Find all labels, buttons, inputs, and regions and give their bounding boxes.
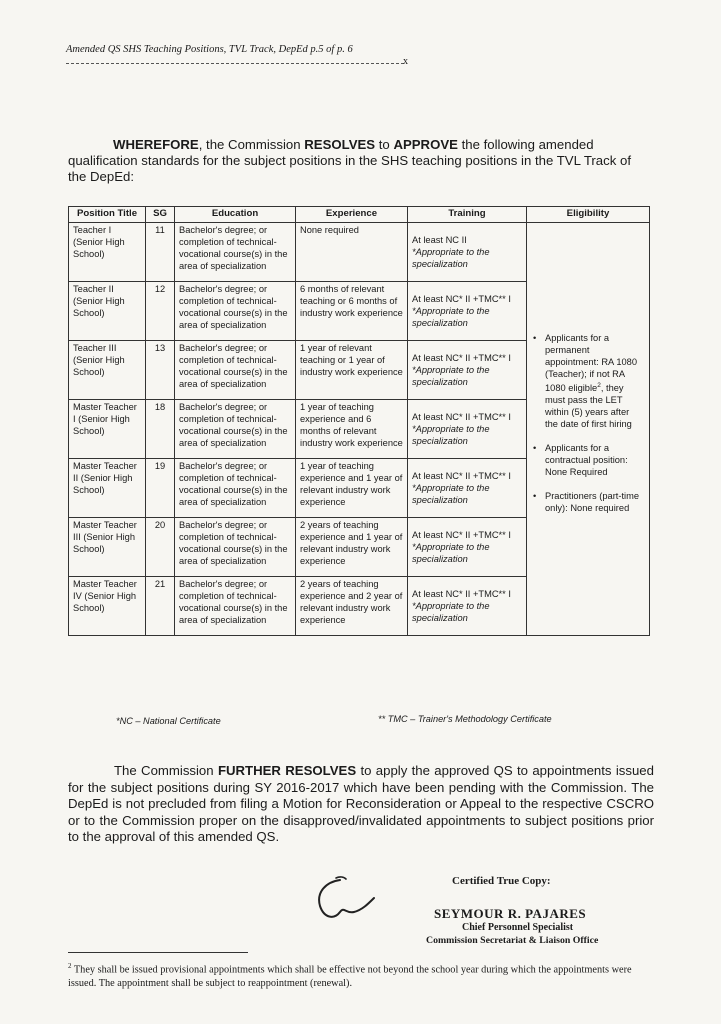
handwritten-signature	[312, 868, 402, 928]
column-header-education: Education	[175, 207, 296, 223]
header-divider	[66, 63, 404, 64]
column-header-sg: SG	[146, 207, 175, 223]
salary-grade-cell: 18	[146, 400, 175, 459]
footnote: $^2$ They shall be issued provisional appointments which shall be effective not beyond the school year during which the appointments were issued. The appointment shall be subject to reappointment (renewal).	[68, 962, 632, 990]
education-cell: Bachelor's degree; or completion of technical-vocational course(s) in the area of specialization	[175, 459, 296, 518]
education-cell: Bachelor's degree; or completion of technical-vocational course(s) in the area of specialization	[175, 400, 296, 459]
training-cell: At least NC* II +TMC** I *Appropriate to the specialization	[408, 518, 527, 577]
experience-cell: 2 years of teaching experience and 1 year of relevant industry work experience	[296, 518, 408, 577]
table-note-tmc: ** TMC – Trainer's Methodology Certificate	[378, 714, 552, 724]
signatory-name: SEYMOUR R. PAJARES	[434, 906, 587, 921]
eligibility-list	[531, 332, 643, 514]
experience-cell: 1 year of relevant teaching or 1 year of industry work experience	[296, 341, 408, 400]
experience-cell: 1 year of teaching experience and 1 year of relevant industry work experience	[296, 459, 408, 518]
column-header-training: Training	[408, 207, 527, 223]
training-cell: At least NC* II +TMC** I *Appropriate to the specialization	[408, 341, 527, 400]
qualification-standards-table	[68, 206, 650, 636]
position-title-cell: Teacher II (Senior High School)	[69, 282, 146, 341]
experience-cell: 2 years of teaching experience and 2 year of relevant industry work experience	[296, 577, 408, 636]
resolution-intro: WHEREFORE, the Commission RESOLVES to APPROVE the following amended qualification standards for the subject positions in the SHS teaching positions in the TVL Track of the DepEd:	[68, 137, 631, 184]
running-header: Amended QS SHS Teaching Positions, TVL Track, DepEd p.5 of p. 6	[66, 44, 353, 55]
experience-cell: 1 year of teaching experience and 6 months of relevant industry work experience	[296, 400, 408, 459]
training-cell: At least NC* II +TMC** I *Appropriate to the specialization	[408, 459, 527, 518]
eligibility-cell	[527, 223, 650, 636]
education-cell: Bachelor's degree; or completion of technical-vocational course(s) in the area of specialization	[175, 341, 296, 400]
position-title-cell: Teacher I (Senior High School)	[69, 223, 146, 282]
position-title-cell: Teacher III (Senior High School)	[69, 341, 146, 400]
column-header-eligibility: Eligibility	[527, 207, 650, 223]
eligibility-item: • Applicants for a contractual position: None Required	[545, 442, 643, 478]
training-cell: At least NC II *Appropriate to the specialization	[408, 223, 527, 282]
education-cell: Bachelor's degree; or completion of technical-vocational course(s) in the area of specialization	[175, 518, 296, 577]
table-row	[69, 223, 650, 282]
signatory-position: Chief Personnel Specialist	[462, 922, 574, 933]
column-header-position-title: Position Title	[69, 207, 146, 223]
salary-grade-cell: 19	[146, 459, 175, 518]
position-title-cell: Master Teacher I (Senior High School)	[69, 400, 146, 459]
training-cell: At least NC* II +TMC** I *Appropriate to the specialization	[408, 400, 527, 459]
education-cell: Bachelor's degree; or completion of technical-vocational course(s) in the area of specialization	[175, 282, 296, 341]
eligibility-item: • Applicants for a permanent appointment: RA 1080 (Teacher); if not RA 1080 eligible$^2$, they must pass the LET within (5) years after the date of first hiring	[545, 332, 643, 430]
further-resolution-paragraph: The Commission FURTHER RESOLVES to apply the approved QS to appointments issued for the subject positions during SY 2016-2017 which have been pending with the Commission. The DepEd is not precluded from filing a Motion for Reconsideration or Appeal to the respective CSCRO or to the Commission proper on the disapproved/invalidated appointments to subject positions prior to the approval of this amended QS.	[68, 763, 654, 844]
position-title-cell: Master Teacher III (Senior High School)	[69, 518, 146, 577]
salary-grade-cell: 20	[146, 518, 175, 577]
experience-cell: None required	[296, 223, 408, 282]
column-header-experience: Experience	[296, 207, 408, 223]
salary-grade-cell: 12	[146, 282, 175, 341]
salary-grade-cell: 13	[146, 341, 175, 400]
education-cell: Bachelor's degree; or completion of technical-vocational course(s) in the area of specialization	[175, 223, 296, 282]
education-cell: Bachelor's degree; or completion of technical-vocational course(s) in the area of specialization	[175, 577, 296, 636]
position-title-cell: Master Teacher II (Senior High School)	[69, 459, 146, 518]
header-divider-end: x	[403, 56, 408, 67]
certified-true-copy-label: Certified True Copy:	[452, 875, 551, 887]
table-note-nc: *NC – National Certificate	[116, 716, 221, 726]
salary-grade-cell: 21	[146, 577, 175, 636]
table-header-row	[69, 207, 650, 223]
experience-cell: 6 months of relevant teaching or 6 months of industry work experience	[296, 282, 408, 341]
training-cell: At least NC* II +TMC** I *Appropriate to the specialization	[408, 577, 527, 636]
signatory-office: Commission Secretariat & Liaison Office	[426, 935, 599, 946]
position-title-cell: Master Teacher IV (Senior High School)	[69, 577, 146, 636]
eligibility-item: • Practitioners (part-time only): None required	[545, 490, 643, 514]
footnote-divider	[68, 952, 248, 953]
training-cell: At least NC* II +TMC** I *Appropriate to the specialization	[408, 282, 527, 341]
salary-grade-cell: 11	[146, 223, 175, 282]
